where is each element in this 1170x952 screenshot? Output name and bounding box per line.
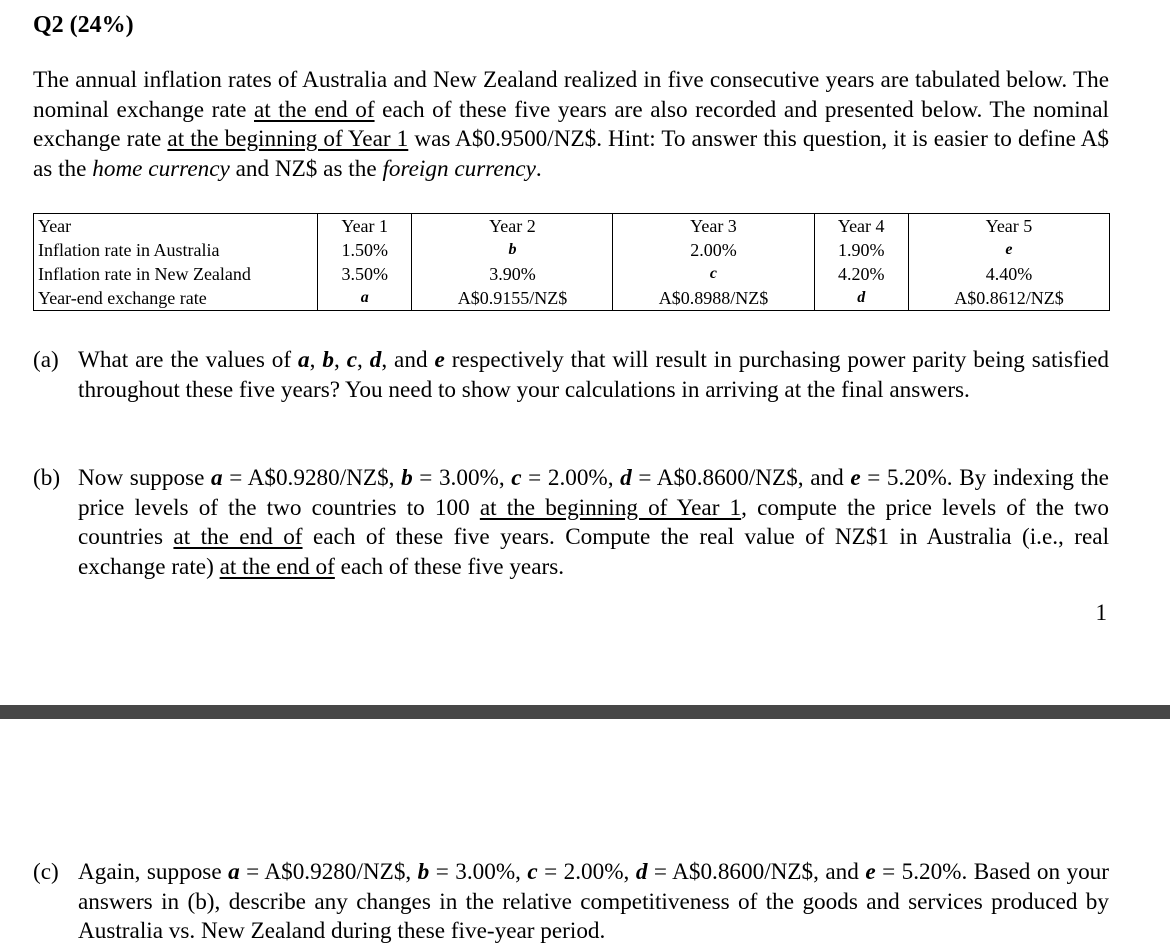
variable-e: e — [434, 347, 445, 373]
part-text: = 2.00%, — [521, 465, 621, 491]
table-cell: 3.90% — [412, 262, 613, 286]
part-a-text — [78, 346, 1109, 405]
part-text: Again, suppose — [78, 859, 229, 885]
variable-c: c — [511, 465, 522, 491]
question-part-c — [33, 858, 1109, 947]
variable-d: d — [635, 859, 648, 885]
table-cell-variable: d — [814, 286, 908, 311]
part-underline: at the end of — [219, 553, 335, 580]
part-b-text — [78, 464, 1109, 582]
table-header-cell: Year 4 — [814, 214, 908, 239]
inflation-exchange-table — [33, 213, 1110, 311]
variable-b: b — [417, 859, 430, 885]
table-row-label: Inflation rate in Australia — [34, 238, 318, 262]
table-header-cell: Year 2 — [412, 214, 613, 239]
intro-underline: at the beginning of Year 1 — [167, 126, 409, 153]
part-c-text — [78, 858, 1109, 947]
variable-a: a — [211, 465, 223, 491]
table-cell: 2.00% — [613, 238, 814, 262]
table-row — [34, 238, 1110, 262]
table-cell: 1.50% — [318, 238, 412, 262]
table-cell: 4.20% — [814, 262, 908, 286]
part-text: = 3.00%, — [429, 859, 528, 885]
table-header-row — [34, 214, 1110, 239]
variable-e: e — [850, 465, 861, 491]
part-label: (a) — [33, 347, 59, 373]
intro-text: The annual inflation rates of Australia and New Zealand realized in five consecutive years are tabulated below. The nominal exchange rate — [33, 67, 1109, 123]
intro-italic: home currency — [92, 155, 230, 182]
intro-text: was A$0.9500/NZ$. Hint: To answer this question, it is easier to define A$ as the — [33, 126, 1109, 182]
table-cell: 4.40% — [908, 262, 1109, 286]
part-text: = A$0.9280/NZ$, — [239, 859, 418, 885]
question-title: Q2 (24%) — [33, 12, 134, 38]
table-cell: A$0.8988/NZ$ — [613, 286, 814, 311]
table-cell: 3.50% — [318, 262, 412, 286]
table-header-cell: Year 1 — [318, 214, 412, 239]
table-row-label: Year-end exchange rate — [34, 286, 318, 311]
page-number: 1 — [1095, 600, 1107, 625]
part-text: each of these five years. — [334, 553, 565, 580]
part-text: , compute the price levels of the two countries — [78, 494, 1109, 551]
page-divider — [0, 705, 1170, 719]
part-text: , — [357, 347, 370, 373]
variable-c: c — [527, 859, 538, 885]
part-label: (c) — [33, 859, 59, 885]
variable-a: a — [228, 859, 240, 885]
intro-text: each of these five years are also recorded and presented below. The nominal exchange rate — [33, 96, 1109, 153]
question-part-b — [33, 464, 1109, 582]
table-cell: A$0.8612/NZ$ — [908, 286, 1109, 311]
variable-b: b — [401, 465, 413, 491]
part-text: = 2.00%, — [537, 859, 636, 885]
table-cell-variable: a — [318, 286, 412, 311]
table-header-cell: Year 5 — [908, 214, 1109, 239]
variable-e: e — [865, 859, 876, 885]
table-cell-variable: b — [412, 238, 613, 262]
variable-a: a — [298, 347, 310, 373]
part-text: = 5.20%. By indexing the price levels of the two countries to 100 — [78, 465, 1109, 521]
intro-text: and NZ$ as the — [229, 155, 383, 182]
variable-b: b — [322, 347, 334, 373]
intro-italic: foreign currency — [382, 155, 536, 182]
part-text: = A$0.9280/NZ$, — [222, 465, 402, 491]
question-part-a — [33, 346, 1109, 405]
part-text: Now suppose — [78, 465, 212, 491]
part-text: = A$0.8600/NZ$, and — [631, 465, 851, 491]
table-header-cell: Year 3 — [613, 214, 814, 239]
table-cell-variable: e — [908, 238, 1109, 262]
table-row — [34, 262, 1110, 286]
table-cell: A$0.9155/NZ$ — [412, 286, 613, 311]
part-text: respectively that will result in purchasing power parity being satisfied throughout these five years? You need to show your calculations in arriving at the final answers. — [78, 347, 1110, 403]
part-text: What are the values of — [78, 347, 299, 373]
part-text: = 3.00%, — [412, 465, 512, 491]
table-header-cell: Year — [34, 214, 318, 239]
variable-d: d — [369, 347, 382, 373]
part-text: each of these five years. Compute the real value of NZ$1 in Australia (i.e., real exchange rate) — [78, 524, 1110, 580]
intro-paragraph — [33, 66, 1109, 184]
part-text: , and — [381, 347, 435, 373]
table-row-label: Inflation rate in New Zealand — [34, 262, 318, 286]
part-underline: at the beginning of Year 1 — [479, 494, 742, 521]
part-underline: at the end of — [173, 524, 303, 551]
intro-underline: at the end of — [254, 96, 375, 123]
part-label: (b) — [33, 465, 61, 491]
table-cell-variable: c — [613, 262, 814, 286]
part-text: = A$0.8600/NZ$, and — [647, 859, 866, 885]
variable-c: c — [346, 347, 357, 373]
variable-d: d — [620, 465, 632, 491]
part-text: , — [309, 347, 323, 373]
table-row — [34, 286, 1110, 311]
part-text: , — [333, 347, 347, 373]
intro-text: . — [535, 155, 542, 182]
table-cell: 1.90% — [814, 238, 908, 262]
part-text: = 5.20%. Based on your answers in (b), describe any changes in the relative competitiveness of the goods and services produced by Australia vs. New Zealand during these five-year period. — [78, 859, 1109, 945]
